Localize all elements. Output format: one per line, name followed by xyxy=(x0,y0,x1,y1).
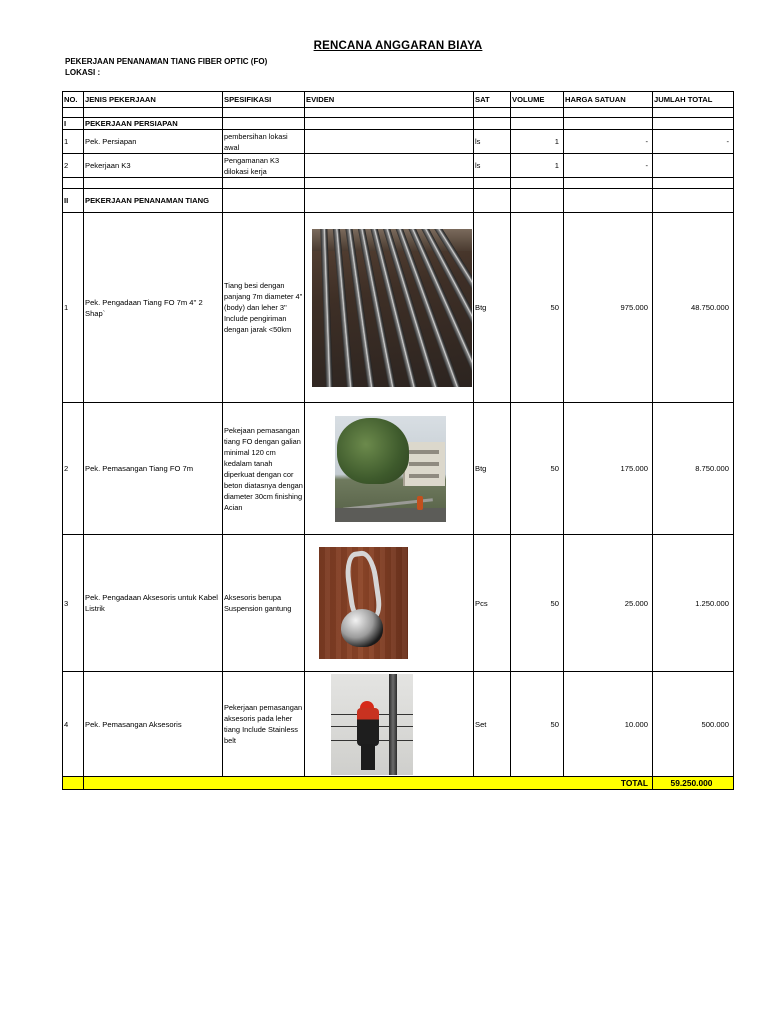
header-eviden: EVIDEN xyxy=(305,92,474,108)
table-row xyxy=(63,154,734,178)
row-no: 3 xyxy=(63,535,84,672)
row-harga: - xyxy=(564,130,653,154)
project-name: PEKERJAAN PENANAMAN TIANG FIBER OPTIC (FO) xyxy=(65,57,268,66)
header-jenis: JENIS PEKERJAAN xyxy=(84,92,223,108)
row-eviden xyxy=(305,213,474,403)
row-volume: 50 xyxy=(511,672,564,777)
row-jumlah: 1.250.000 xyxy=(653,535,734,672)
row-no: 1 xyxy=(63,130,84,154)
worker-on-pole-photo xyxy=(331,674,413,775)
header-harga: HARGA SATUAN xyxy=(564,92,653,108)
row-spesifikasi: Pengamanan K3 dilokasi kerja xyxy=(223,154,305,178)
row-no: 2 xyxy=(63,403,84,535)
section-no: II xyxy=(63,189,84,213)
row-jumlah: 500.000 xyxy=(653,672,734,777)
section-title: PEKERJAAN PERSIAPAN xyxy=(84,118,223,130)
row-no: 4 xyxy=(63,672,84,777)
section-no: I xyxy=(63,118,84,130)
spacer-row xyxy=(63,178,734,189)
steel-poles-photo xyxy=(312,229,472,387)
row-jenis: Pek. Persiapan xyxy=(84,130,223,154)
table-row xyxy=(63,213,734,403)
row-spesifikasi: Tiang besi dengan panjang 7m diameter 4'' (body) dan leher 3'' Include pengiriman dengan jarak <50km xyxy=(223,213,305,403)
row-spesifikasi: Pekerjaan pemasangan aksesoris pada leher tiang Include Stainless belt xyxy=(223,672,305,777)
row-harga: 175.000 xyxy=(564,403,653,535)
row-volume: 50 xyxy=(511,535,564,672)
row-jenis: Pekerjaan K3 xyxy=(84,154,223,178)
spacer-row xyxy=(63,108,734,118)
row-sat: Pcs xyxy=(474,535,511,672)
row-no: 2 xyxy=(63,154,84,178)
total-label: TOTAL xyxy=(84,777,653,790)
header-no: NO. xyxy=(63,92,84,108)
section-row xyxy=(63,118,734,130)
row-sat: ls xyxy=(474,130,511,154)
section-row xyxy=(63,189,734,213)
section-title: PEKERJAAN PENANAMAN TIANG xyxy=(84,189,223,213)
row-sat: Btg xyxy=(474,403,511,535)
row-volume: 50 xyxy=(511,403,564,535)
pole-installation-photo xyxy=(335,416,446,522)
row-jumlah: 48.750.000 xyxy=(653,213,734,403)
document-title: RENCANA ANGGARAN BIAYA xyxy=(313,40,483,52)
row-sat: Set xyxy=(474,672,511,777)
row-no: 1 xyxy=(63,213,84,403)
row-jumlah: - xyxy=(653,130,734,154)
row-jenis: Pek. Pemasangan Tiang FO 7m xyxy=(84,403,223,535)
header-spesifikasi: SPESIFIKASI xyxy=(223,92,305,108)
row-jenis: Pek. Pemasangan Aksesoris xyxy=(84,672,223,777)
header-jumlah: JUMLAH TOTAL xyxy=(653,92,734,108)
row-volume: 1 xyxy=(511,130,564,154)
row-sat: ls xyxy=(474,154,511,178)
header-sat: SAT xyxy=(474,92,511,108)
row-eviden xyxy=(305,672,474,777)
row-harga: 10.000 xyxy=(564,672,653,777)
total-value: 59.250.000 xyxy=(653,777,734,790)
table-row xyxy=(63,403,734,535)
location-label: LOKASI : xyxy=(65,68,101,77)
row-eviden xyxy=(305,535,474,672)
table-row xyxy=(63,130,734,154)
budget-table xyxy=(62,91,734,790)
total-row xyxy=(63,777,734,790)
row-harga: 975.000 xyxy=(564,213,653,403)
row-jumlah: 8.750.000 xyxy=(653,403,734,535)
header-volume: VOLUME xyxy=(511,92,564,108)
row-volume: 50 xyxy=(511,213,564,403)
table-header-row xyxy=(63,92,734,108)
row-harga: - xyxy=(564,154,653,178)
row-spesifikasi: Pekejaan pemasangan tiang FO dengan galian minimal 120 cm kedalam tanah diperkuat dengan cor beton diatasnya dengan diameter 30cm finishing Acian xyxy=(223,403,305,535)
row-harga: 25.000 xyxy=(564,535,653,672)
table-row xyxy=(63,672,734,777)
row-spesifikasi: Aksesoris berupa Suspension gantung xyxy=(223,535,305,672)
suspension-clamp-photo xyxy=(319,547,408,659)
row-eviden xyxy=(305,403,474,535)
row-jumlah xyxy=(653,154,734,178)
row-jenis: Pek. Pengadaan Tiang FO 7m 4'' 2 Shap` xyxy=(84,213,223,403)
row-spesifikasi: pembersihan lokasi awal xyxy=(223,130,305,154)
row-jenis: Pek. Pengadaan Aksesoris untuk Kabel Listrik xyxy=(84,535,223,672)
row-volume: 1 xyxy=(511,154,564,178)
table-row xyxy=(63,535,734,672)
row-sat: Btg xyxy=(474,213,511,403)
